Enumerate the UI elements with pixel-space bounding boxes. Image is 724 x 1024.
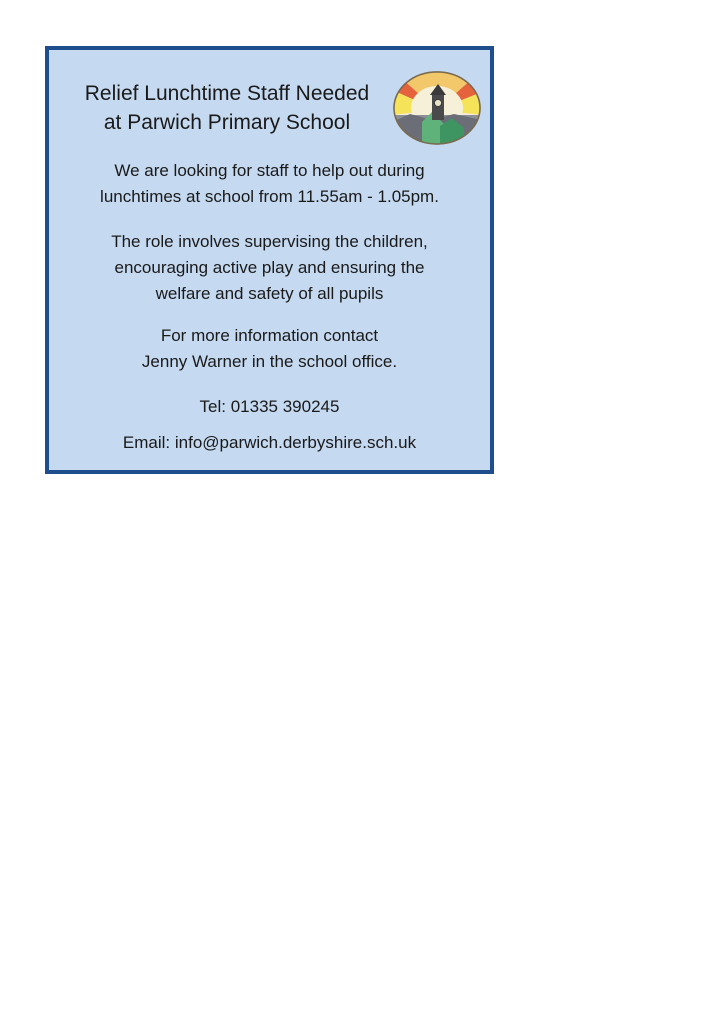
telephone-number: Tel: 01335 390245 [199, 397, 340, 416]
paragraph3-line-1: For more information contact [160, 326, 379, 345]
school-crest-logo-icon [392, 70, 482, 146]
paragraph1-line-2: lunchtimes at school from 11.55am - 1.05pm. [100, 187, 439, 206]
notice-title [57, 79, 397, 137]
notice-title-line-2: at Parwich Primary School [103, 111, 351, 134]
paragraph3-line-2: Jenny Warner in the school office. [141, 352, 398, 371]
paragraph2-line-3: welfare and safety of all pupils [155, 284, 384, 303]
contact-paragraph [49, 323, 490, 375]
email-address: Email: info@parwich.derbyshire.sch.uk [122, 433, 417, 452]
paragraph2-line-1: The role involves supervising the children, [111, 232, 428, 251]
role-description-paragraph [49, 229, 490, 307]
paragraph2-line-2: encouraging active play and ensuring the [114, 258, 425, 277]
lunchtime-hours-paragraph [49, 158, 490, 210]
paragraph1-line-1: We are looking for staff to help out during [114, 161, 425, 180]
notice-title-line-1: Relief Lunchtime Staff Needed [84, 82, 370, 105]
staff-notice-box [45, 46, 494, 474]
